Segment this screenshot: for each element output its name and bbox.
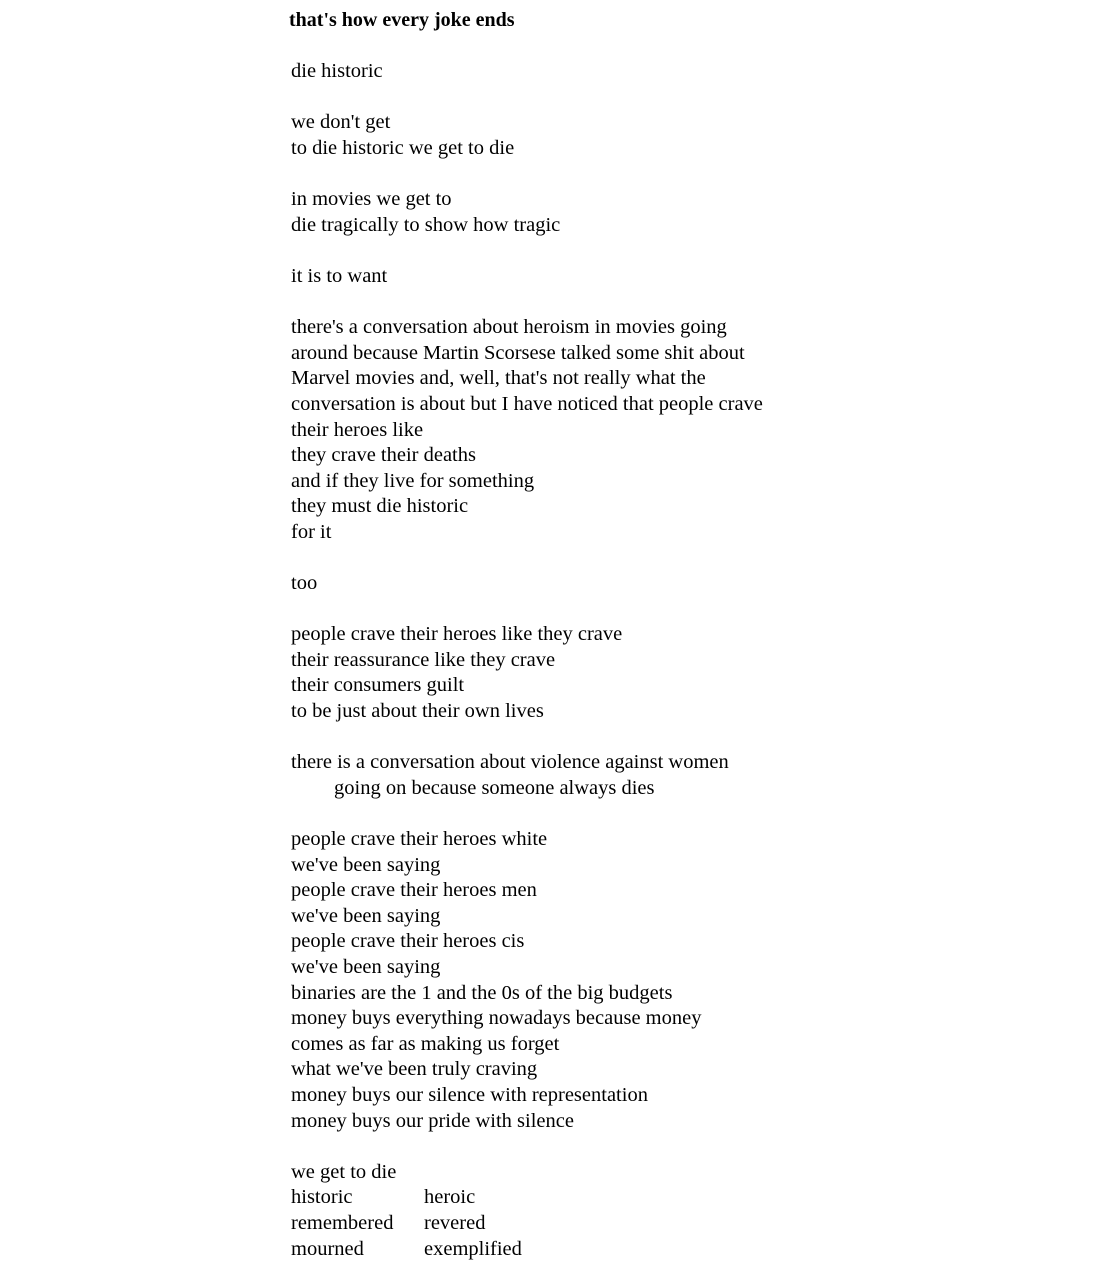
two-column-row <box>291 1211 1051 1237</box>
poem-line: their reassurance like they crave <box>291 648 1051 674</box>
poem-line: people crave their heroes cis <box>291 929 1051 955</box>
poem-line: it is to want <box>291 264 1051 290</box>
left-column-word: historic <box>291 1185 424 1211</box>
stanza-9 <box>291 827 1051 1134</box>
stanza-2 <box>291 110 1051 161</box>
poem-line: we've been saying <box>291 853 1051 879</box>
left-column-word: remembered <box>291 1211 424 1237</box>
poem-line: money buys everything nowadays because money <box>291 1006 1051 1032</box>
poem-line: binaries are the 1 and the 0s of the big budgets <box>291 981 1051 1007</box>
poem-line: we don't get <box>291 110 1051 136</box>
poem-line: Marvel movies and, well, that's not really what the <box>291 366 1051 392</box>
poem-line: we get to die <box>291 1160 1051 1186</box>
poem-line: comes as far as making us forget <box>291 1032 1051 1058</box>
poem-line: around because Martin Scorsese talked some shit about <box>291 341 1051 367</box>
stanza-3 <box>291 187 1051 238</box>
poem-line: to be just about their own lives <box>291 699 1051 725</box>
poem-line: their consumers guilt <box>291 673 1051 699</box>
stanza-final <box>291 1160 1051 1262</box>
poem-line-indented: going on because someone always dies <box>291 776 1051 802</box>
two-column-row <box>291 1237 1051 1262</box>
poem-line: they must die historic <box>291 494 1051 520</box>
left-column-word: mourned <box>291 1237 424 1262</box>
poem-line: there is a conversation about violence against women <box>291 750 1051 776</box>
poem-line: what we've been truly craving <box>291 1057 1051 1083</box>
stanza-8 <box>291 750 1051 801</box>
stanza-7 <box>291 622 1051 724</box>
poem-page <box>291 8 1051 1262</box>
right-column-word: exemplified <box>424 1237 522 1262</box>
poem-line: people crave their heroes white <box>291 827 1051 853</box>
stanza-6 <box>291 571 1051 597</box>
poem-line: we've been saying <box>291 904 1051 930</box>
stanza-4 <box>291 264 1051 290</box>
poem-line: die historic <box>291 59 1051 85</box>
poem-title: that's how every joke ends <box>289 8 1051 34</box>
two-column-row <box>291 1185 1051 1211</box>
poem-line: they crave their deaths <box>291 443 1051 469</box>
stanza-5 <box>291 315 1051 545</box>
stanza-1 <box>291 59 1051 85</box>
poem-line: for it <box>291 520 1051 546</box>
poem-line: there's a conversation about heroism in movies going <box>291 315 1051 341</box>
poem-line: their heroes like <box>291 418 1051 444</box>
poem-line: to die historic we get to die <box>291 136 1051 162</box>
poem-line: money buys our pride with silence <box>291 1109 1051 1135</box>
right-column-word: revered <box>424 1211 485 1237</box>
poem-line: and if they live for something <box>291 469 1051 495</box>
poem-line: we've been saying <box>291 955 1051 981</box>
poem-line: too <box>291 571 1051 597</box>
poem-line: people crave their heroes like they crave <box>291 622 1051 648</box>
right-column-word: heroic <box>424 1185 475 1211</box>
poem-line: money buys our silence with representation <box>291 1083 1051 1109</box>
poem-line: conversation is about but I have noticed that people crave <box>291 392 1051 418</box>
poem-line: people crave their heroes men <box>291 878 1051 904</box>
poem-line: die tragically to show how tragic <box>291 213 1051 239</box>
poem-line: in movies we get to <box>291 187 1051 213</box>
